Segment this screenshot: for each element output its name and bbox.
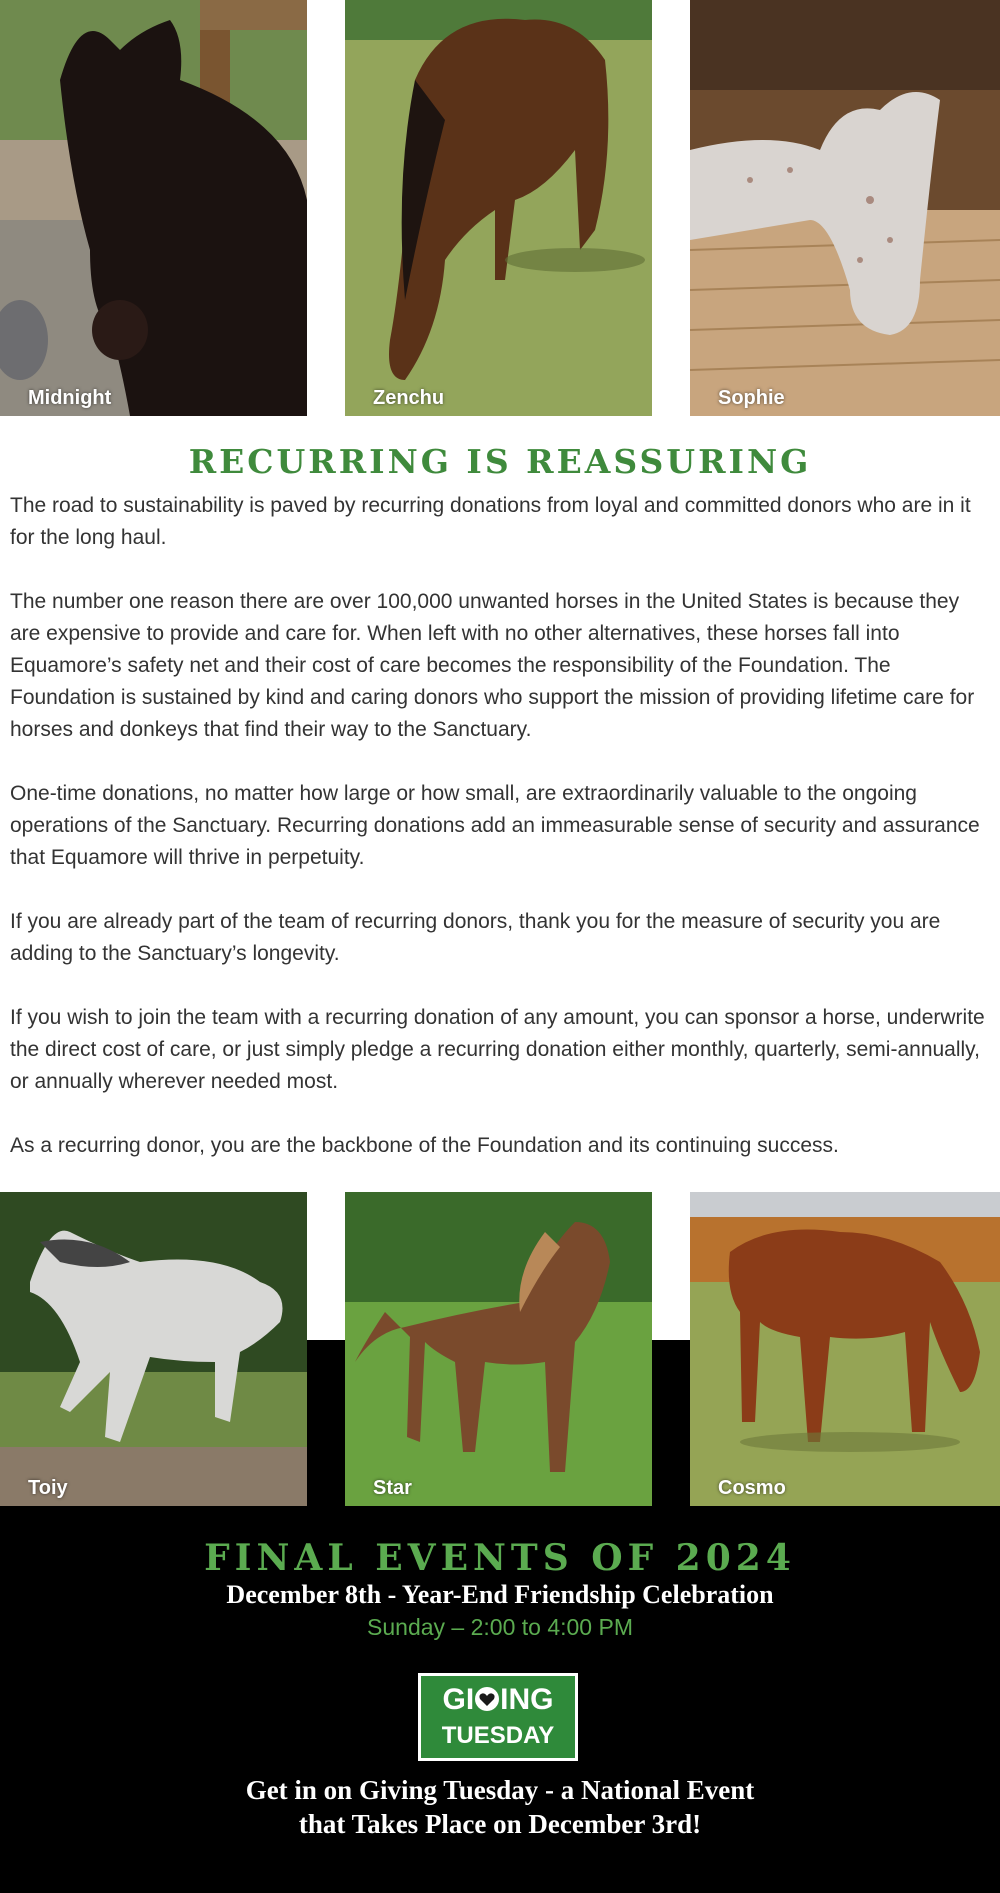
article-paragraph: As a recurring donor, you are the backbone of the Foundation and its continuing success. bbox=[10, 1134, 839, 1157]
logo-text: GI bbox=[442, 1683, 475, 1716]
article-body bbox=[10, 490, 995, 1194]
photo-sophie bbox=[690, 0, 1000, 416]
heart-icon bbox=[474, 1686, 500, 1712]
events-title: FINAL EVENTS OF 2024 bbox=[204, 1537, 796, 1579]
call-to-action bbox=[0, 1773, 1000, 1841]
horse-photo-image bbox=[0, 0, 307, 416]
photo-caption: Sophie bbox=[718, 387, 785, 409]
photo-cosmo bbox=[690, 1192, 1000, 1506]
article-paragraph: One-time donations, no matter how large or how small, are extraordinarily valuable to the ongoing operations of the Sanctuary. Recurring donations add an immeasurable sense of security and assurance that Equamore will thrive in perpetuity. bbox=[10, 782, 980, 869]
logo-text: TUESDAY bbox=[441, 1722, 555, 1749]
article-paragraph: If you wish to join the team with a recurring donation of any amount, you can sponsor a horse, underwrite the direct cost of care, or just simply pledge a recurring donation either monthly, quarterly, semi-annually, or annually wherever needed most. bbox=[10, 1006, 985, 1093]
horse-photo-image bbox=[345, 0, 652, 416]
horse-photo-image bbox=[345, 1192, 652, 1506]
giving-tuesday-logo bbox=[418, 1673, 578, 1761]
photo-star bbox=[345, 1192, 652, 1506]
photo-zenchu bbox=[345, 0, 652, 416]
logo-text: ING bbox=[500, 1683, 554, 1716]
article-paragraph: If you are already part of the team of recurring donors, thank you for the measure of security you are adding to the Sanctuary’s longevity. bbox=[10, 910, 941, 965]
event-time: Sunday – 2:00 to 4:00 PM bbox=[367, 1614, 633, 1640]
photo-midnight bbox=[0, 0, 307, 416]
article-paragraph: The number one reason there are over 100,000 unwanted horses in the United States is because they are expensive to provide and care for. When left with no other alternatives, these horses fall into Equamore’s safety net and their cost of care becomes the responsibility of the Foundation. The Foundation is sustained by kind and caring donors who support the mission of providing lifetime care for horses and donkeys that find their way to the Sanctuary. bbox=[10, 590, 975, 741]
photo-caption: Midnight bbox=[28, 387, 112, 409]
section-heading: RECURRING IS REASSURING bbox=[188, 442, 812, 481]
horse-photo-image bbox=[690, 1192, 1000, 1506]
horse-photo-image bbox=[0, 1192, 307, 1506]
photo-caption: Zenchu bbox=[373, 387, 445, 409]
horse-photo-image bbox=[690, 0, 1000, 416]
cta-line: Get in on Giving Tuesday - a National Event bbox=[245, 1775, 755, 1805]
event-description: December 8th - Year-End Friendship Celebration bbox=[226, 1580, 774, 1609]
article-paragraph: The road to sustainability is paved by recurring donations from loyal and committed donors who are in it for the long haul. bbox=[10, 494, 971, 549]
photo-caption: Toiy bbox=[28, 1477, 68, 1499]
cta-line: that Takes Place on December 3rd! bbox=[298, 1809, 702, 1839]
photo-toiy bbox=[0, 1192, 307, 1506]
photo-caption: Cosmo bbox=[718, 1477, 786, 1499]
photo-caption: Star bbox=[373, 1477, 412, 1499]
